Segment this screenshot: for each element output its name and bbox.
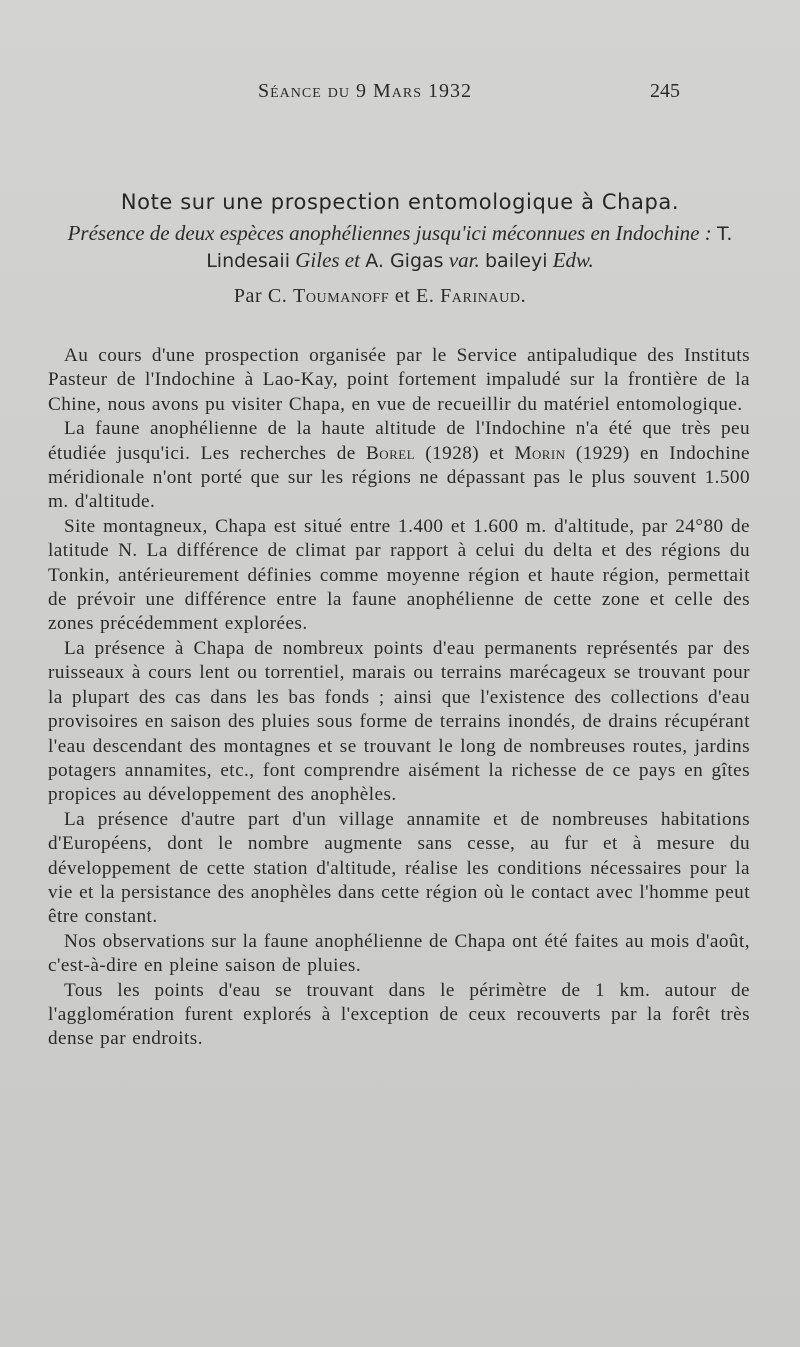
- running-head-title: [0, 80, 730, 103]
- paragraph-3: Site montagneux, Chapa est situé entre 1.400 et 1.600 m. d'altitude, par 24°80 de latitude N. La différence de climat par rapport à celui du delta et des régions du Tonkin, antérieurement définies comme moyenne région et haute région, permettait de prévoir une différence entre la faune anophélienne de cette zone et celle des zones précédemment explorées.: [48, 515, 750, 635]
- paragraph-2-part-c: (1929) en Indochine méridionale n'ont porté que sur les régions ne dépassant pas le plus souvent 1.500 m. d'altitude.: [48, 442, 751, 513]
- paragraph-7: Tous les points d'eau se trouvant dans le périmètre de 1 km. autour de l'agglomération furent explorés à l'exception de ceux recouverts par la forêt très dense par endroits.: [48, 979, 750, 1050]
- author-farinaud: Farinaud: [440, 285, 521, 307]
- paragraph-2-part-a: La faune anophélienne de la haute altitude de l'Indochine n'a été que très peu étudiée jusqu'ici. Les recherches de: [48, 418, 750, 464]
- authors-mid: et E.: [389, 285, 441, 307]
- running-head: [0, 80, 800, 110]
- citation-borel: Borel: [366, 442, 416, 464]
- subtitle-part-1: Présence de deux espèces anophéliennes jusqu'ici méconnues en Indochine :: [67, 221, 717, 245]
- species-name-2: A. Gigas: [365, 249, 444, 272]
- subtitle-part-2: Giles et: [289, 247, 366, 272]
- body-text: [48, 344, 750, 1052]
- variety-name: baileyi: [485, 249, 548, 272]
- paragraph-4: La présence à Chapa de nombreux points d'eau permanents représentés par des ruisseaux à cours lent ou torrentiel, marais ou terrains marécageux se trouvant pour la plupart des cas dans les bas fonds ; ainsi que l'existence des collections d'eau provisoires en saison des pluies sous forme de terrains inondés, de drains récupérant l'eau descendant des montagnes et se trouvant le long de nombreuses routes, jardins potagers annamites, etc., font comprendre aisément la richesse de ce pays en gîtes propices au développement des anophèles.: [48, 637, 750, 806]
- paragraph-1: Au cours d'une prospection organisée par le Service antipaludique des Instituts Pasteur de l'Indochine à Lao-Kay, point fortement impaludé sur la frontière de la Chine, nous avons pu visiter Chapa, en vue de recueillir du matériel entomologique.: [48, 345, 750, 415]
- citation-morin: Morin: [514, 442, 566, 464]
- author-toumanoff: Toumanoff: [293, 285, 390, 307]
- article-subtitle: [38, 220, 762, 274]
- species-name-1: T. Lindesaii: [206, 223, 733, 272]
- page-number: 245: [650, 80, 680, 102]
- paragraph-5: La présence d'autre part d'un village annamite et de nombreuses habitations d'Européens, dont le nombre augmente sans cesse, au fur et à mesure du développement de cette station d'altitude, réalise les conditions nécessaires pour la vie et la persistance des anophèles dans cette région où le contact avec l'homme peut être constant.: [48, 808, 750, 928]
- paragraph-6: Nos observations sur la faune anophélienne de Chapa ont été faites au mois d'août, c'est-à-dire en pleine saison de pluies.: [48, 930, 750, 977]
- paragraph-2: [48, 417, 750, 515]
- subtitle-part-4: Edw.: [547, 247, 594, 272]
- article-title-block: [38, 190, 762, 274]
- subtitle-part-3: var.: [443, 247, 485, 272]
- authors-prefix: Par C.: [233, 285, 294, 307]
- running-head-title-text: Séance du 9 Mars 1932: [257, 80, 473, 102]
- article-title: Note sur une prospection entomologique à Chapa.: [120, 190, 680, 214]
- authors-line: [0, 285, 760, 308]
- paragraph-2-part-b: (1928) et: [415, 442, 515, 464]
- authors-suffix: .: [520, 285, 527, 307]
